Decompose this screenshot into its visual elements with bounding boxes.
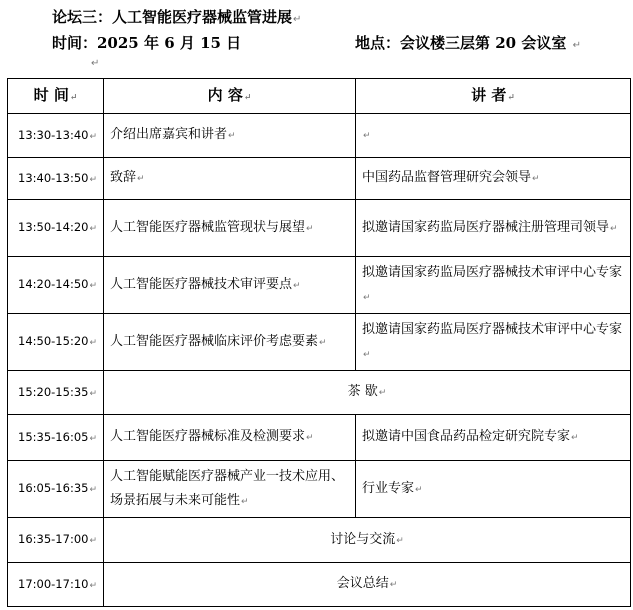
table-row <box>8 518 631 563</box>
row-speaker: 拟邀请国家药监局医疗器械技术审评中心专家↵ <box>356 314 631 371</box>
row-content: 人工智能医疗器械技术审评要点↵ <box>104 257 356 314</box>
header-time: 时 间↵ <box>8 79 104 114</box>
paragraph-mark-icon: ↵ <box>89 580 97 591</box>
row-time: 14:50-15:20↵ <box>8 314 104 371</box>
paragraph-mark-icon: ↵ <box>293 280 301 291</box>
row-content: 人工智能医疗器械临床评价考虑要素↵ <box>104 314 356 371</box>
paragraph-mark-icon: ↵ <box>69 92 78 103</box>
table-row <box>8 114 631 158</box>
paragraph-mark-icon: ↵ <box>610 223 618 234</box>
paragraph-mark-icon: ↵ <box>137 174 145 184</box>
paragraph-mark-icon: ↵ <box>293 14 302 25</box>
tea-break: 茶 歇↵ <box>104 371 631 415</box>
table-row <box>8 563 631 607</box>
table-row <box>8 314 631 371</box>
paragraph-mark-icon: ↵ <box>363 292 371 303</box>
header-speaker: 讲 者↵ <box>356 79 631 114</box>
row-content: 介绍出席嘉宾和讲者↵ <box>104 114 356 158</box>
paragraph-mark-icon: ↵ <box>89 224 97 234</box>
row-time: 16:35-17:00↵ <box>8 518 104 563</box>
paragraph-mark-icon: ↵ <box>532 174 540 184</box>
row-speaker: 中国药品监督管理研究会领导↵ <box>356 158 631 200</box>
paragraph-mark-icon: ↵ <box>363 131 371 141</box>
table-row <box>8 257 631 314</box>
paragraph-mark-icon: ↵ <box>319 337 327 348</box>
paragraph-mark-icon: ↵ <box>89 174 97 185</box>
paragraph-mark-icon: ↵ <box>571 433 579 443</box>
paragraph-mark-icon: ↵ <box>396 535 404 546</box>
table-row <box>8 461 631 518</box>
discussion: 讨论与交流↵ <box>104 518 631 563</box>
row-time: 16:05-16:35↵ <box>8 461 104 518</box>
paragraph-mark-icon: ↵ <box>89 485 97 495</box>
paragraph-mark-icon: ↵ <box>89 338 97 348</box>
schedule-table <box>7 78 631 607</box>
table-row <box>8 371 631 415</box>
row-time: 14:20-14:50↵ <box>8 257 104 314</box>
paragraph-mark-icon: ↵ <box>415 484 423 495</box>
paragraph-mark-icon: ↵ <box>89 388 97 399</box>
row-time: 17:00-17:10↵ <box>8 563 104 607</box>
row-speaker: 拟邀请国家药监局医疗器械注册管理司领导↵ <box>356 200 631 257</box>
event-time: 时间：2025 年 6 月 15 日 <box>52 34 242 52</box>
paragraph-mark-icon: ↵ <box>363 349 371 360</box>
row-content: 人工智能赋能医疗器械产业一技术应用、场景拓展与未来可能性↵ <box>104 461 356 518</box>
table-row <box>8 158 631 200</box>
paragraph-mark-icon: ↵ <box>306 433 314 443</box>
row-content: 人工智能医疗器械监管现状与展望↵ <box>104 200 356 257</box>
row-time: 13:30-13:40↵ <box>8 114 104 158</box>
paragraph-mark-icon: ↵ <box>378 388 387 398</box>
paragraph-mark-icon: ↵ <box>507 92 515 103</box>
paragraph-mark-icon: ↵ <box>389 580 398 590</box>
paragraph-mark-icon: ↵ <box>89 281 97 291</box>
row-content: 人工智能医疗器械标准及检测要求↵ <box>104 415 356 461</box>
event-place: 地点：会议楼三层第 20 会议室 ↵ <box>355 34 581 52</box>
row-time: 15:20-15:35↵ <box>8 371 104 415</box>
paragraph-mark-icon: ↵ <box>306 223 314 234</box>
row-speaker: 行业专家↵ <box>356 461 631 518</box>
row-time: 15:35-16:05↵ <box>8 415 104 461</box>
table-row <box>8 415 631 461</box>
paragraph-mark-icon: ↵ <box>243 92 252 103</box>
paragraph-mark-icon: ↵ <box>228 131 236 141</box>
header-content: 内 容↵ <box>104 79 356 114</box>
row-speaker <box>356 114 631 158</box>
table-header-row <box>8 79 631 114</box>
paragraph-mark-icon: ↵ <box>89 536 97 546</box>
paragraph-mark-icon: ↵ <box>89 131 97 142</box>
row-speaker: 拟邀请中国食品药品检定研究院专家↵ <box>356 415 631 461</box>
table-row <box>8 200 631 257</box>
row-time: 13:50-14:20↵ <box>8 200 104 257</box>
row-time: 13:40-13:50↵ <box>8 158 104 200</box>
forum-title: 论坛三：人工智能医疗器械监管进展↵ <box>52 8 302 26</box>
closing-summary: 会议总结↵ <box>104 563 631 607</box>
paragraph-mark-icon: ↵ <box>241 496 249 507</box>
paragraph-mark-icon: ↵ <box>91 58 100 69</box>
row-content: 致辞↵ <box>104 158 356 200</box>
row-speaker: 拟邀请国家药监局医疗器械技术审评中心专家↵ <box>356 257 631 314</box>
paragraph-mark-icon: ↵ <box>89 433 97 444</box>
paragraph-mark-icon: ↵ <box>572 40 581 51</box>
